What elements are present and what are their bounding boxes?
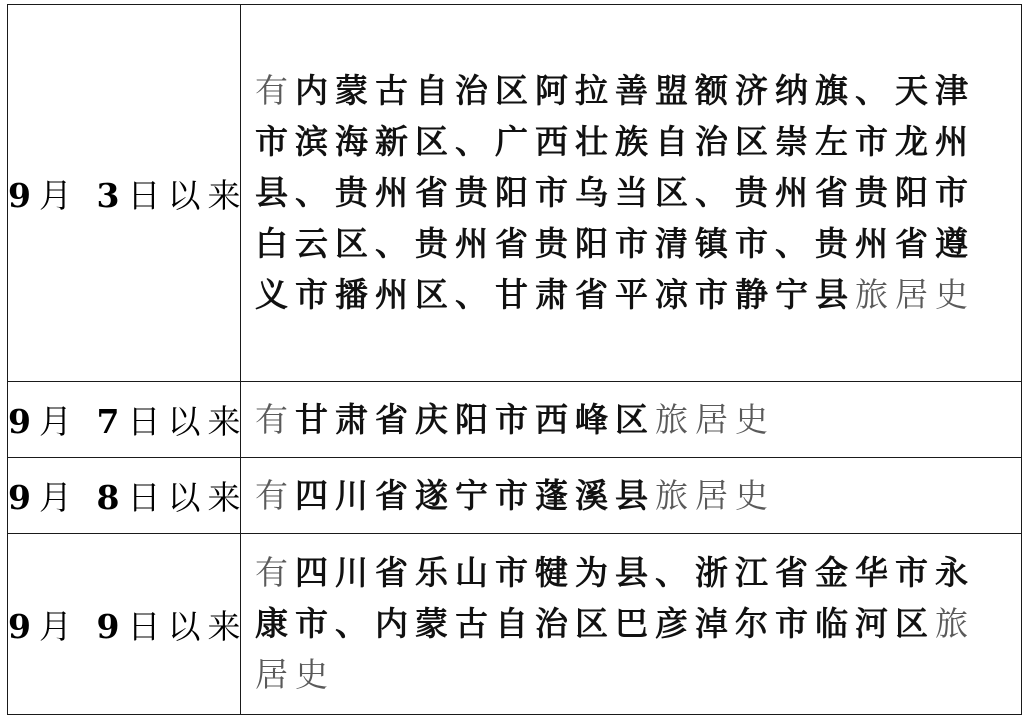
table-row: [8, 5, 1022, 382]
month-number: 9: [8, 606, 31, 646]
date-cell: [8, 5, 248, 382]
places-text: 甘肃省庆阳市西峰区: [295, 399, 655, 439]
prefix-text: 有: [255, 71, 295, 110]
prefix-text: 有: [255, 475, 295, 515]
date-suffix: 日以来: [127, 402, 248, 441]
day-number: 9: [96, 606, 120, 646]
places-text: 内蒙古自治区阿拉善盟额济纳旗、天津市滨海新区、广西壮族自治区崇左市龙州县、贵州省贵阳市乌当区、贵州省贵阳市白云区、贵州省贵阳市清镇市、贵州省遵义市播州区、甘肃省平凉市静宁县: [255, 71, 975, 314]
description-cell: [241, 382, 1022, 458]
month-label: 月: [38, 478, 79, 517]
places-text: 四川省遂宁市蓬溪县: [295, 475, 655, 515]
date-suffix: 日以来: [127, 478, 248, 517]
month-number: 9: [8, 478, 31, 517]
date-suffix: 日以来: [127, 175, 248, 215]
date-cell: [8, 534, 248, 715]
month-label: 月: [38, 175, 79, 215]
day-number: 3: [96, 175, 120, 215]
suffix-text: 旅居史: [855, 275, 975, 314]
date-suffix: 日以来: [127, 606, 248, 646]
month-label: 月: [38, 606, 79, 646]
suffix-text: 旅居史: [655, 399, 775, 439]
description-cell: [241, 458, 1022, 534]
suffix-text: 旅居史: [655, 475, 775, 515]
date-cell: [8, 458, 248, 534]
suffix-text: 旅居史: [255, 604, 975, 694]
table-row: [8, 458, 1022, 534]
day-number: 7: [96, 402, 120, 441]
table-row: [8, 382, 1022, 458]
prefix-text: 有: [255, 553, 295, 592]
table-row: [8, 534, 1022, 715]
month-number: 9: [8, 175, 31, 215]
prefix-text: 有: [255, 399, 295, 439]
places-text: 四川省乐山市犍为县、浙江省金华市永康市、内蒙古自治区巴彦淖尔市临河区: [255, 553, 975, 643]
date-cell: [8, 382, 248, 458]
description-cell: [241, 534, 1022, 715]
description-cell: [241, 5, 1022, 382]
day-number: 8: [96, 478, 120, 517]
travel-history-table: [7, 4, 1022, 715]
month-label: 月: [38, 402, 79, 441]
month-number: 9: [8, 402, 31, 441]
